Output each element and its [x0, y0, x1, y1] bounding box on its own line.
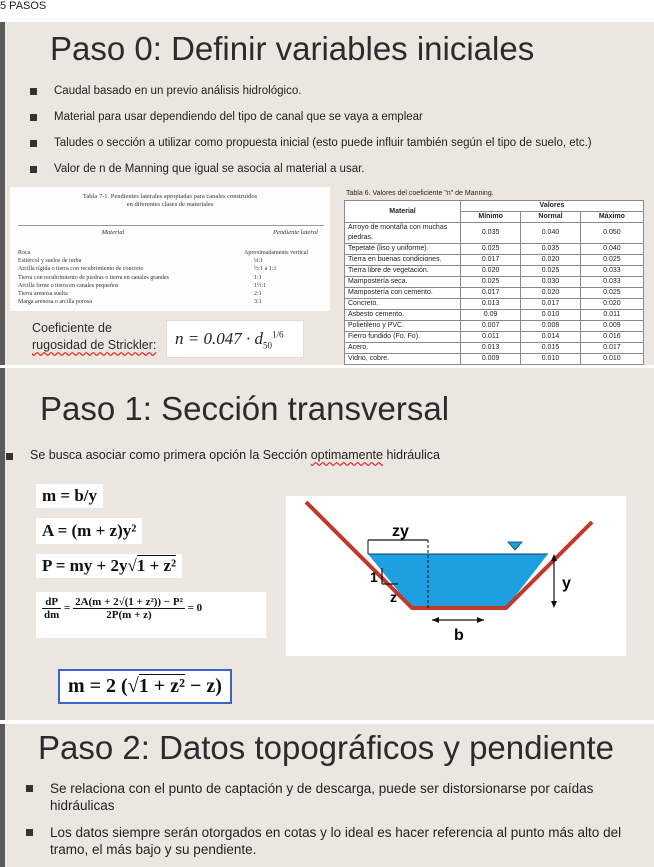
table-row: Concreto. 0.013 0.017 0.020 — [345, 299, 644, 310]
slide-title: Paso 0: Definir variables iniciales — [50, 30, 535, 67]
bullet-square-icon — [6, 453, 13, 460]
slide-accent-bar — [0, 22, 5, 365]
water-level-icon — [508, 542, 522, 550]
bullet-list — [26, 780, 646, 867]
manning-table-body — [345, 223, 644, 365]
table-body — [18, 249, 324, 306]
table-row: Fierro fundido (Fo. Fo). 0.011 0.014 0.016 — [345, 332, 644, 343]
bullet-item: Se busca asociar como primera opción la Sección optimamente hidráulica — [6, 448, 440, 462]
slide-accent-bar — [0, 724, 5, 867]
table-row: Vidrio, cobre. 0.009 0.010 0.010 — [345, 354, 644, 365]
label-y: y — [562, 575, 571, 592]
table-row: Arcilla rígida o tierra con recubrimiento de concreto ½:1 a 1:1 — [18, 266, 277, 273]
table-row: Arcilla firme o tierra en canales pequeños 1½:1 — [18, 282, 267, 289]
bullet-square-icon — [30, 140, 37, 147]
table-row: Mampostería con cemento. 0.017 0.020 0.025 — [345, 288, 644, 299]
bullet-item: Se relaciona con el punto de captación y de descarga, puede ser distorsionarse por caídas hidráulicas — [26, 780, 646, 814]
trapezoidal-channel-diagram — [286, 496, 626, 656]
strickler-equation: $n = 0.047 \cdot d_{50}^{1/6}$ — [166, 320, 304, 358]
bullet-square-icon — [26, 785, 33, 792]
table-row: Polietileno y PVC. 0.007 0.008 0.009 — [345, 321, 644, 332]
bullet-square-icon — [30, 114, 37, 121]
strickler-label: Coeficiente de rugosidad de Strickler: — [32, 321, 157, 352]
header-material: Material — [345, 201, 461, 223]
equation-area: A = (m + z)y² — [36, 518, 142, 544]
document-header: 5 PASOS — [0, 0, 47, 12]
header-min: Mínimo — [461, 212, 521, 223]
table-row: Mampostería seca. 0.025 0.030 0.033 — [345, 277, 644, 288]
header-max: Máximo — [580, 212, 643, 223]
bullet-item: Caudal basado en un previo análisis hidrológico. — [30, 84, 592, 110]
side-slope-table-image — [10, 187, 330, 311]
bullet-item: Taludes o sección a utilizar como propuesta inicial (esto puede influir también según el tipo de suelo, etc.) — [30, 136, 592, 162]
table-row: Tierra en buenas condiciones. 0.017 0.020 0.025 — [345, 255, 644, 266]
table-row: Estiércol y suelos de turba ¼:1 — [18, 258, 264, 265]
table-row: Tierra libre de vegetación. 0.020 0.025 0.033 — [345, 266, 644, 277]
table-row: Tierra con recubrimiento de piedras o tierra en canales grandes 1:1 — [18, 274, 262, 281]
table-row: Arroyo de montaña con muchas piedras. 0.035 0.040 0.050 — [345, 223, 644, 244]
bullet-square-icon — [30, 166, 37, 173]
bullet-item: Valor de n de Manning que igual se asocia al material a usar. — [30, 162, 592, 188]
slide-accent-bar — [0, 368, 5, 720]
slide-title: Paso 2: Datos topográficos y pendiente — [38, 729, 615, 766]
table-row: Tierra arenosa suelta 2:1 — [18, 291, 262, 298]
header-values: Valores — [461, 201, 644, 212]
equation-derivative: $\frac{dP}{dm}$ = $\frac{\text{2A(m + 2√(1 + z²)) − P²}}{2P(m + z)}$ = 0 — [36, 592, 266, 638]
label-z: z — [390, 589, 397, 605]
bullet-list — [30, 84, 592, 188]
table-header: Material Pendiente lateral — [18, 225, 324, 236]
table-caption: Tabla 7-1. Pendientes laterales apropiadas para canales construidos en diferentes clases de materiales — [82, 193, 258, 208]
slide-paso-0 — [0, 22, 654, 365]
manning-table — [344, 188, 644, 365]
table-row: Marga arenosa o arcilla porosa 3:1 — [18, 299, 262, 306]
label-1: 1 — [370, 569, 378, 585]
manning-table-caption: Tabla 6. Valores del coeficiente "n" de Manning. — [344, 188, 644, 200]
table-row: Acero. 0.013 0.015 0.017 — [345, 343, 644, 354]
table-row: Asbesto cemento. 0.09 0.010 0.011 — [345, 310, 644, 321]
slide-paso-1 — [0, 368, 654, 720]
slide-title: Paso 1: Sección transversal — [40, 390, 450, 427]
header-normal: Normal — [521, 212, 581, 223]
label-b: b — [454, 627, 464, 644]
bullet-list — [6, 448, 440, 462]
equation-optimal-m: m = 2 (√1 + z² − z) — [58, 669, 232, 704]
bullet-item: Material para usar dependiendo del tipo de canal que se vaya a emplear — [30, 110, 592, 136]
equations-panel — [26, 474, 276, 710]
slide-paso-2 — [0, 724, 654, 867]
equation-m: m = b/y — [36, 484, 103, 508]
bullet-item: Los datos siempre serán otorgados en cotas y lo ideal es hacer referencia al punto más alto del tramo, el más bajo y su pendiente. — [26, 824, 646, 858]
label-zy: zy — [392, 523, 409, 540]
bullet-square-icon — [30, 88, 37, 95]
table-row: Roca Aproximadamente vertical — [18, 250, 309, 256]
bullet-square-icon — [26, 829, 33, 836]
table-row: Tepetate (liso y uniforme). 0.025 0.035 0.040 — [345, 244, 644, 255]
equation-perimeter: P = my + 2y√1 + z² — [36, 554, 182, 578]
